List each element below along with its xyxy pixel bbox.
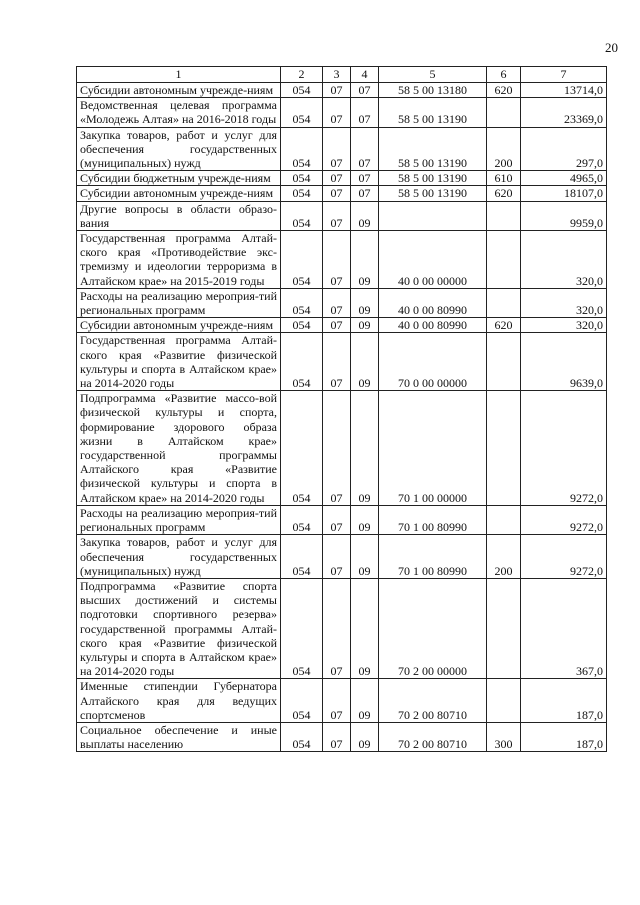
row-expense-type: 620 [487, 186, 521, 201]
row-ministry-code: 054 [281, 578, 323, 678]
row-section: 07 [323, 98, 351, 127]
row-ministry-code: 054 [281, 505, 323, 534]
row-expense-type: 610 [487, 171, 521, 186]
row-subsection: 09 [351, 679, 379, 723]
table-row [77, 98, 607, 127]
row-subsection: 07 [351, 171, 379, 186]
row-expense-type [487, 679, 521, 723]
row-section: 07 [323, 186, 351, 201]
row-section: 07 [323, 83, 351, 98]
table-row [77, 201, 607, 230]
row-subsection: 09 [351, 288, 379, 317]
row-target-article: 70 1 00 80990 [379, 535, 487, 579]
row-amount: 9639,0 [521, 333, 607, 391]
row-ministry-code: 054 [281, 98, 323, 127]
row-name: Закупка товаров, работ и услуг для обеспечения государственных (муниципальных) нужд [77, 535, 281, 579]
row-section: 07 [323, 288, 351, 317]
table-row [77, 83, 607, 98]
row-subsection: 09 [351, 333, 379, 391]
table-row [77, 391, 607, 506]
row-expense-type: 620 [487, 83, 521, 98]
row-subsection: 07 [351, 186, 379, 201]
row-target-article: 58 5 00 13190 [379, 127, 487, 171]
row-section: 07 [323, 391, 351, 506]
row-name: Субсидии автономным учрежде-ниям [77, 83, 281, 98]
row-amount: 18107,0 [521, 186, 607, 201]
row-subsection: 09 [351, 231, 379, 289]
row-section: 07 [323, 505, 351, 534]
row-name: Социальное обеспечение и иные выплаты населению [77, 722, 281, 751]
row-target-article: 40 0 00 00000 [379, 231, 487, 289]
row-name: Расходы на реализацию мероприя-тий региональных программ [77, 288, 281, 317]
header-col-1: 1 [77, 67, 281, 83]
page-number: 20 [605, 40, 618, 55]
row-subsection: 09 [351, 505, 379, 534]
row-target-article: 70 1 00 00000 [379, 391, 487, 506]
row-subsection: 07 [351, 98, 379, 127]
row-ministry-code: 054 [281, 333, 323, 391]
row-subsection: 09 [351, 578, 379, 678]
row-name: Подпрограмма «Развитие массо-вой физической культуры и спорта, формирование здорового образа жизни в Алтайском крае» государственной программы Алтайского края «Развитие физической культуры и спорта в Алтайском крае» на 2014-2020 годы [77, 391, 281, 506]
row-expense-type [487, 231, 521, 289]
row-section: 07 [323, 578, 351, 678]
row-expense-type: 300 [487, 722, 521, 751]
row-name: Расходы на реализацию мероприя-тий региональных программ [77, 505, 281, 534]
row-ministry-code: 054 [281, 391, 323, 506]
table-row [77, 127, 607, 171]
table-row [77, 186, 607, 201]
row-name: Субсидии автономным учрежде-ниям [77, 186, 281, 201]
row-section: 07 [323, 679, 351, 723]
row-name: Именные стипендии Губернатора Алтайского края для ведущих спортсменов [77, 679, 281, 723]
row-ministry-code: 054 [281, 171, 323, 186]
row-expense-type [487, 505, 521, 534]
row-amount: 9272,0 [521, 505, 607, 534]
table-row [77, 679, 607, 723]
row-section: 07 [323, 722, 351, 751]
header-col-4: 4 [351, 67, 379, 83]
row-ministry-code: 054 [281, 231, 323, 289]
row-section: 07 [323, 231, 351, 289]
row-section: 07 [323, 333, 351, 391]
row-ministry-code: 054 [281, 186, 323, 201]
row-name: Ведомственная целевая программа «Молодежь Алтая» на 2016-2018 годы [77, 98, 281, 127]
table-row [77, 722, 607, 751]
row-target-article: 70 2 00 80710 [379, 722, 487, 751]
row-name: Государственная программа Алтай-ского края «Противодействие экс-тремизму и идеологии терроризма в Алтайском крае» на 2015-2019 годы [77, 231, 281, 289]
row-ministry-code: 054 [281, 535, 323, 579]
row-amount: 367,0 [521, 578, 607, 678]
row-expense-type [487, 201, 521, 230]
row-ministry-code: 054 [281, 127, 323, 171]
row-amount: 187,0 [521, 722, 607, 751]
row-ministry-code: 054 [281, 288, 323, 317]
row-subsection: 09 [351, 535, 379, 579]
table-row [77, 231, 607, 289]
row-expense-type [487, 288, 521, 317]
row-expense-type [487, 333, 521, 391]
table-row [77, 171, 607, 186]
row-section: 07 [323, 318, 351, 333]
row-target-article: 58 5 00 13180 [379, 83, 487, 98]
row-expense-type [487, 578, 521, 678]
header-col-7: 7 [521, 67, 607, 83]
row-target-article: 70 2 00 00000 [379, 578, 487, 678]
row-name: Другие вопросы в области образо-вания [77, 201, 281, 230]
row-target-article: 40 0 00 80990 [379, 288, 487, 317]
header-col-2: 2 [281, 67, 323, 83]
row-subsection: 09 [351, 318, 379, 333]
row-amount: 9272,0 [521, 535, 607, 579]
table-row [77, 535, 607, 579]
row-name: Субсидии бюджетным учрежде-ниям [77, 171, 281, 186]
table-row [77, 578, 607, 678]
row-target-article: 70 1 00 80990 [379, 505, 487, 534]
row-target-article: 70 0 00 00000 [379, 333, 487, 391]
table-row [77, 318, 607, 333]
row-name: Государственная программа Алтай-ского края «Развитие физической культуры и спорта в Алтайском крае» на 2014-2020 годы [77, 333, 281, 391]
row-expense-type [487, 391, 521, 506]
row-amount: 9959,0 [521, 201, 607, 230]
header-col-5: 5 [379, 67, 487, 83]
row-target-article: 70 2 00 80710 [379, 679, 487, 723]
row-expense-type: 620 [487, 318, 521, 333]
table-row [77, 288, 607, 317]
row-amount: 320,0 [521, 288, 607, 317]
row-section: 07 [323, 171, 351, 186]
row-ministry-code: 054 [281, 679, 323, 723]
row-name: Подпрограмма «Развитие спорта высших достижений и системы подготовки спортивного резерва» государственной программы Алтай-ского края «Развитие физической культуры и спорта в Алтайском крае» на 2014-2020 годы [77, 578, 281, 678]
row-amount: 320,0 [521, 231, 607, 289]
row-amount: 187,0 [521, 679, 607, 723]
row-ministry-code: 054 [281, 318, 323, 333]
row-amount: 4965,0 [521, 171, 607, 186]
row-section: 07 [323, 127, 351, 171]
row-expense-type: 200 [487, 535, 521, 579]
table-row [77, 505, 607, 534]
row-target-article [379, 201, 487, 230]
header-col-6: 6 [487, 67, 521, 83]
row-amount: 13714,0 [521, 83, 607, 98]
row-amount: 23369,0 [521, 98, 607, 127]
row-target-article: 58 5 00 13190 [379, 186, 487, 201]
row-amount: 9272,0 [521, 391, 607, 506]
row-amount: 320,0 [521, 318, 607, 333]
row-section: 07 [323, 535, 351, 579]
row-name: Субсидии автономным учрежде-ниям [77, 318, 281, 333]
header-col-3: 3 [323, 67, 351, 83]
row-amount: 297,0 [521, 127, 607, 171]
row-ministry-code: 054 [281, 201, 323, 230]
row-subsection: 07 [351, 83, 379, 98]
row-expense-type: 200 [487, 127, 521, 171]
row-target-article: 58 5 00 13190 [379, 171, 487, 186]
row-subsection: 09 [351, 722, 379, 751]
row-target-article: 58 5 00 13190 [379, 98, 487, 127]
row-expense-type [487, 98, 521, 127]
table-row [77, 333, 607, 391]
row-subsection: 07 [351, 127, 379, 171]
row-name: Закупка товаров, работ и услуг для обеспечения государственных (муниципальных) нужд [77, 127, 281, 171]
row-subsection: 09 [351, 391, 379, 506]
row-target-article: 40 0 00 80990 [379, 318, 487, 333]
budget-table [76, 66, 607, 752]
row-ministry-code: 054 [281, 83, 323, 98]
row-subsection: 09 [351, 201, 379, 230]
row-ministry-code: 054 [281, 722, 323, 751]
table-header-row [77, 67, 607, 83]
row-section: 07 [323, 201, 351, 230]
